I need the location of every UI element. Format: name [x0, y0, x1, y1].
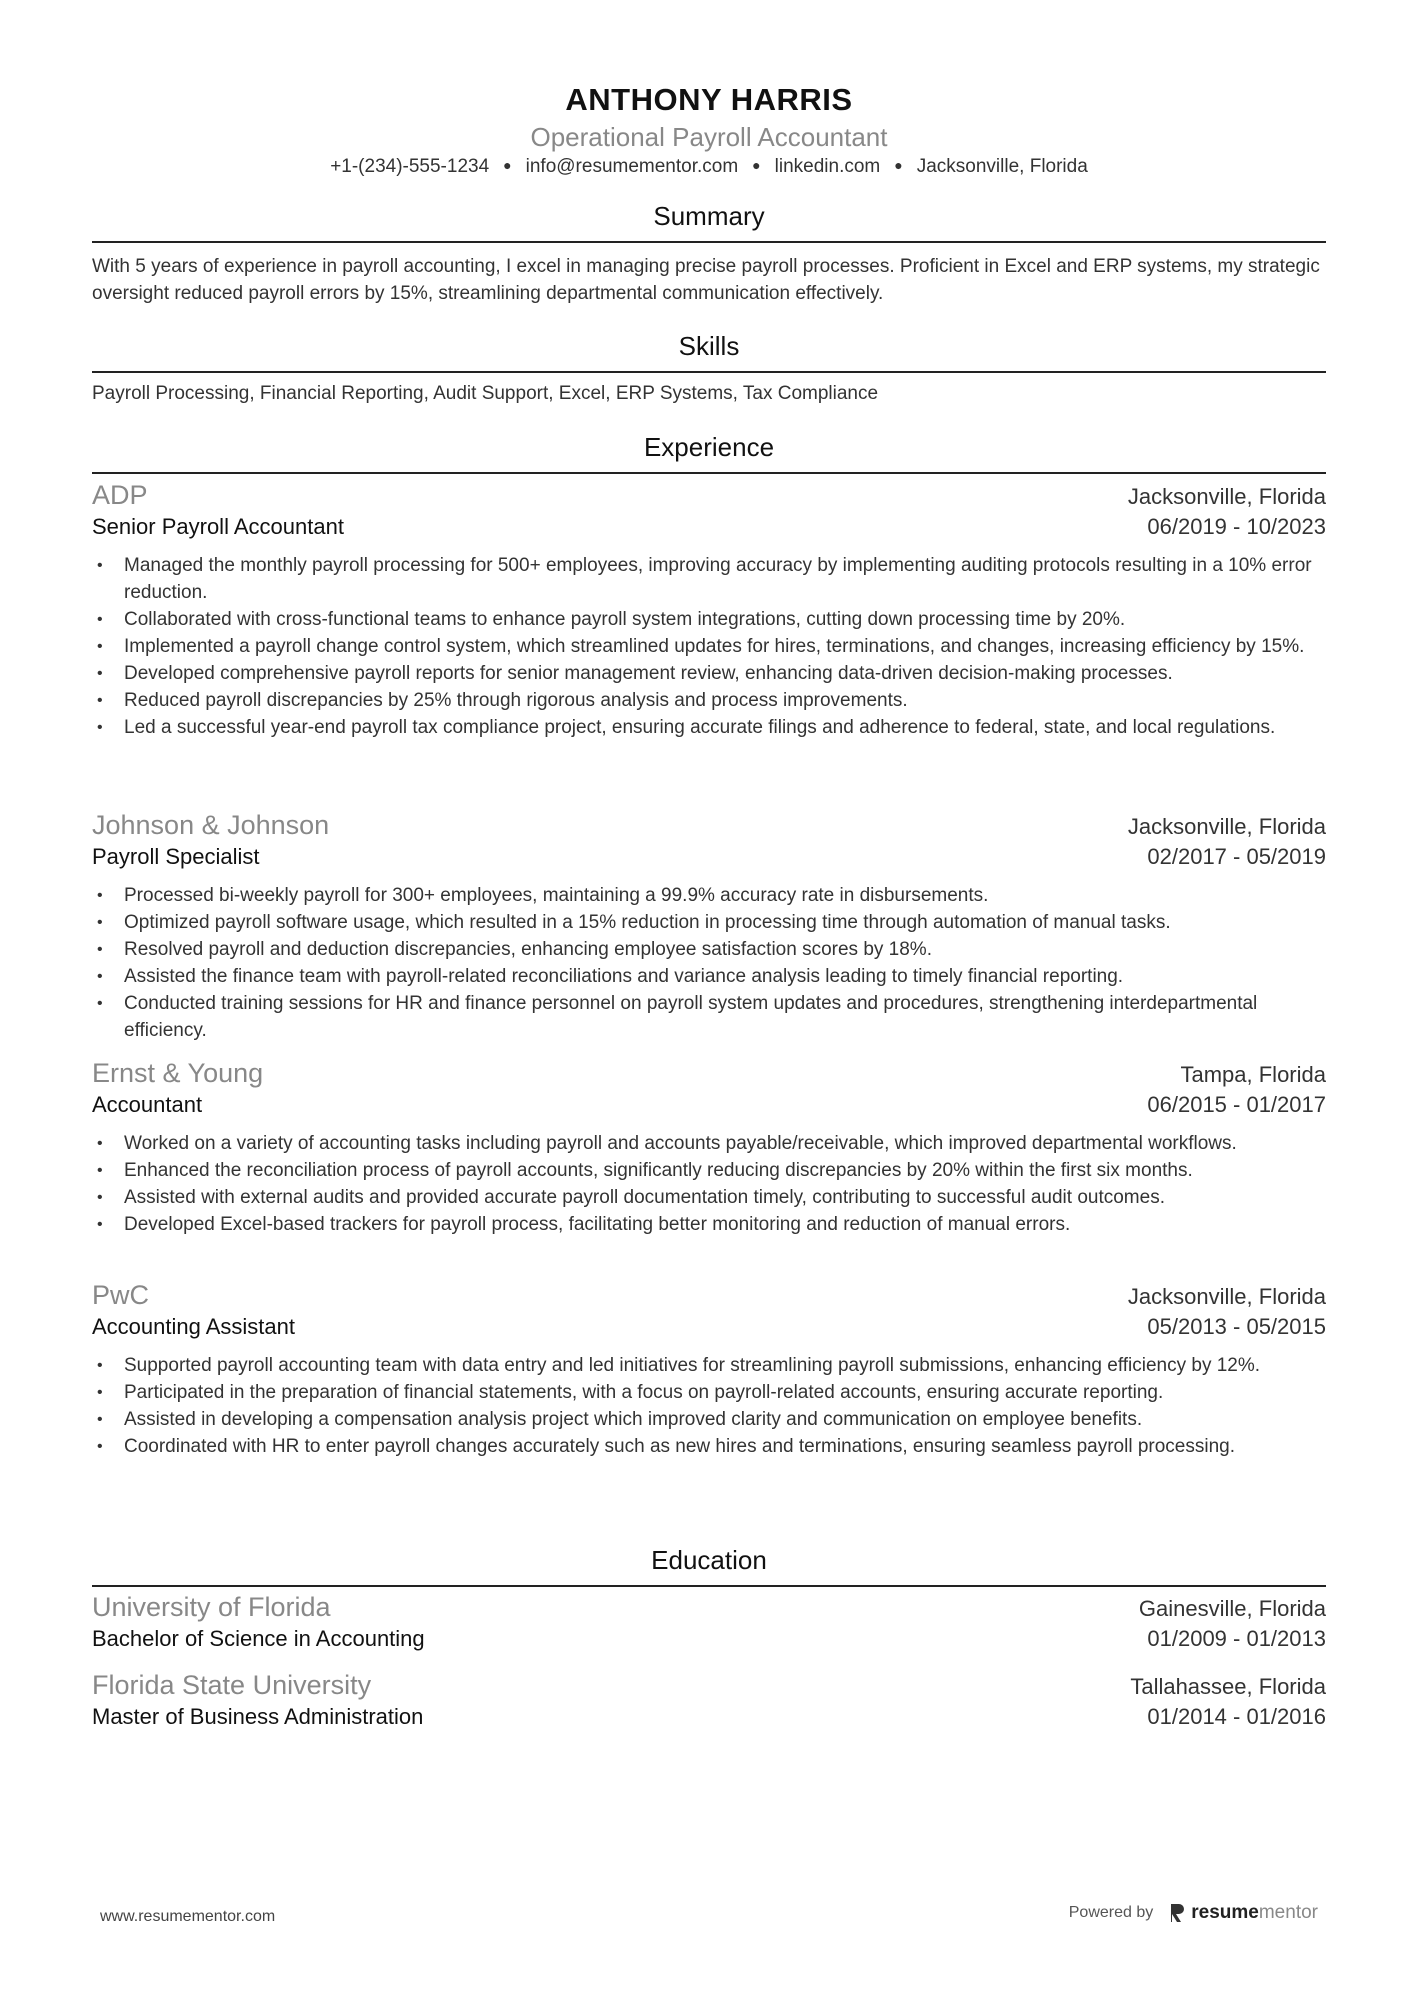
bullet-list [92, 552, 1326, 741]
bullet-text: Optimized payroll software usage, which resulted in a 15% reduction in processing time through automation of manual tasks. [124, 912, 1171, 933]
section-heading-skills: Skills [678, 331, 740, 361]
footer-branding [1069, 1902, 1318, 1924]
school-name: University of Florida [92, 1592, 331, 1622]
bullet-text: Implemented a payroll change control system, which streamlined updates for hires, terminations, and changes, increasing efficiency by 15%. [124, 636, 1305, 657]
bullet-icon: • [97, 1384, 103, 1401]
job-dates: 06/2015 - 01/2017 [1147, 1092, 1326, 1117]
bullet-icon: • [97, 968, 103, 985]
section-heading-summary: Summary [653, 201, 765, 231]
education-dates: 01/2009 - 01/2013 [1147, 1626, 1326, 1651]
bullet-text: Assisted the finance team with payroll-related reconciliations and variance analysis leading to timely financial reporting. [124, 966, 1124, 987]
powered-by-label: Powered by [1068, 1904, 1154, 1921]
bullet-text: Worked on a variety of accounting tasks including payroll and accounts payable/receivable, which improved departmental workflows. [124, 1133, 1237, 1154]
bullet-text: Enhanced the reconciliation process of payroll accounts, significantly reducing discrepancies by 20% within the first six months. [124, 1160, 1193, 1181]
experience-entry [92, 1058, 1326, 1238]
bullet-icon: • [97, 995, 103, 1012]
list-item [92, 1406, 1334, 1433]
list-item [92, 660, 1334, 687]
bullet-icon: • [97, 1216, 103, 1233]
bullet-text: Reduced payroll discrepancies by 25% through rigorous analysis and process improvements. [124, 690, 908, 711]
contact-phone: +1-(234)-555-1234 [330, 156, 490, 177]
bullet-icon: • [97, 941, 103, 958]
list-item [92, 714, 1334, 741]
brand-name-light: mentor [1258, 1902, 1318, 1923]
separator-dot: ● [894, 157, 903, 173]
bullet-text: Conducted training sessions for HR and finance personnel on payroll system updates and procedures, strengthening interdepartmental efficiency. [124, 993, 1258, 1041]
bullet-icon: • [97, 692, 103, 709]
bullet-list [92, 1352, 1326, 1460]
bullet-icon: • [97, 1357, 103, 1374]
section-heading-experience: Experience [643, 432, 775, 462]
contact-line [92, 156, 1326, 178]
job-role: Accountant [92, 1092, 203, 1117]
bullet-icon: • [97, 1135, 103, 1152]
company-name: PwC [92, 1280, 150, 1310]
job-dates: 02/2017 - 05/2019 [1147, 844, 1326, 869]
section-divider [92, 1585, 1326, 1587]
bullet-text: Led a successful year-end payroll tax compliance project, ensuring accurate filings and adherence to federal, state, and local regulations. [124, 717, 1276, 738]
job-role: Payroll Specialist [92, 844, 260, 869]
contact-linkedin[interactable]: linkedin.com [774, 156, 881, 177]
list-item [92, 1433, 1334, 1460]
job-role: Accounting Assistant [92, 1314, 296, 1339]
bullet-text: Assisted with external audits and provided accurate payroll documentation timely, contributing to successful audit outcomes. [124, 1187, 1165, 1208]
bullet-text: Assisted in developing a compensation analysis project which improved clarity and communication on employee benefits. [124, 1409, 1143, 1430]
bullet-icon: • [97, 719, 103, 736]
section-divider [92, 472, 1326, 474]
education-entry [92, 1670, 1326, 1738]
list-item [92, 1352, 1334, 1379]
skills-text: Payroll Processing, Financial Reporting, Audit Support, Excel, ERP Systems, Tax Compliance [92, 383, 879, 404]
degree: Master of Business Administration [92, 1704, 424, 1729]
separator-dot: ● [503, 157, 512, 173]
bullet-icon: • [97, 1438, 103, 1455]
experience-entry [92, 810, 1326, 1044]
bullet-icon: • [97, 1162, 103, 1179]
bullet-text: Resolved payroll and deduction discrepancies, enhancing employee satisfaction scores by 18%. [124, 939, 932, 960]
list-item [92, 909, 1334, 936]
candidate-name: ANTHONY HARRIS [565, 82, 853, 117]
bullet-text: Participated in the preparation of financial statements, with a focus on payroll-related accounts, ensuring accurate reporting. [124, 1382, 1164, 1403]
list-item [92, 606, 1334, 633]
contact-email[interactable]: info@resumementor.com [525, 156, 739, 177]
bullet-icon: • [97, 557, 103, 574]
list-item [92, 1379, 1334, 1406]
list-item [92, 990, 1334, 1044]
list-item [92, 963, 1334, 990]
school-name: Florida State University [92, 1670, 372, 1700]
bullet-icon: • [97, 1189, 103, 1206]
bullet-icon: • [97, 638, 103, 655]
section-divider [92, 241, 1326, 243]
candidate-title: Operational Payroll Accountant [530, 122, 888, 152]
job-location: Jacksonville, Florida [1127, 814, 1326, 839]
list-item [92, 1184, 1334, 1211]
education-dates: 01/2014 - 01/2016 [1147, 1704, 1326, 1729]
job-role: Senior Payroll Accountant [92, 514, 344, 539]
degree: Bachelor of Science in Accounting [92, 1626, 425, 1651]
bullet-text: Supported payroll accounting team with data entry and led initiatives for streamlining payroll submissions, enhancing efficiency by 12%. [124, 1355, 1261, 1376]
job-location: Tampa, Florida [1180, 1062, 1326, 1087]
separator-dot: ● [752, 157, 761, 173]
list-item [92, 1211, 1334, 1238]
list-item [92, 882, 1334, 909]
school-location: Tallahassee, Florida [1130, 1674, 1326, 1699]
contact-location: Jacksonville, Florida [916, 156, 1088, 177]
list-item [92, 1157, 1334, 1184]
experience-entry [92, 480, 1326, 741]
list-item [92, 552, 1334, 606]
list-item [92, 936, 1334, 963]
school-location: Gainesville, Florida [1138, 1596, 1326, 1621]
job-location: Jacksonville, Florida [1127, 484, 1326, 509]
bullet-text: Developed comprehensive payroll reports for senior management review, enhancing data-driven decision-making processes. [124, 663, 1173, 684]
bullet-list [92, 1130, 1326, 1238]
bullet-icon: • [97, 611, 103, 628]
footer-website-link[interactable]: www.resumementor.com [100, 1908, 276, 1925]
bullet-icon: • [97, 914, 103, 931]
list-item [92, 687, 1334, 714]
company-name: Ernst & Young [92, 1058, 264, 1088]
brand-logo-link[interactable] [1169, 1902, 1318, 1924]
job-dates: 05/2013 - 05/2015 [1147, 1314, 1326, 1339]
section-heading-education: Education [651, 1545, 767, 1575]
section-divider [92, 371, 1326, 373]
bullet-icon: • [97, 665, 103, 682]
bullet-text: Managed the monthly payroll processing for 500+ employees, improving accuracy by implementing auditing protocols resulting in a 10% error reduction. [124, 555, 1312, 603]
bullet-icon: • [97, 1411, 103, 1428]
bullet-icon: • [97, 887, 103, 904]
experience-entry [92, 1280, 1326, 1460]
brand-name-bold: resume [1191, 1902, 1259, 1923]
summary-text: With 5 years of experience in payroll accounting, I excel in managing precise payroll processes. Proficient in Excel and ERP systems, my strategic oversight reduced payroll errors by 15%, streamlining departmental communication effectively. [92, 256, 1320, 304]
bullet-text: Coordinated with HR to enter payroll changes accurately such as new hires and terminations, ensuring seamless payroll processing. [124, 1436, 1236, 1457]
list-item [92, 633, 1334, 660]
list-item [92, 1130, 1334, 1157]
education-entry [92, 1592, 1326, 1660]
bullet-list [92, 882, 1326, 1044]
bullet-text: Processed bi-weekly payroll for 300+ employees, maintaining a 99.9% accuracy rate in disbursements. [124, 885, 989, 906]
resumementor-logo-icon [1169, 1902, 1185, 1924]
company-name: Johnson & Johnson [92, 810, 330, 840]
bullet-text: Collaborated with cross-functional teams to enhance payroll system integrations, cutting down processing time by 20%. [124, 609, 1126, 630]
company-name: ADP [92, 480, 148, 510]
job-dates: 06/2019 - 10/2023 [1147, 514, 1326, 539]
bullet-text: Developed Excel-based trackers for payroll process, facilitating better monitoring and reduction of manual errors. [124, 1214, 1071, 1235]
job-location: Jacksonville, Florida [1127, 1284, 1326, 1309]
